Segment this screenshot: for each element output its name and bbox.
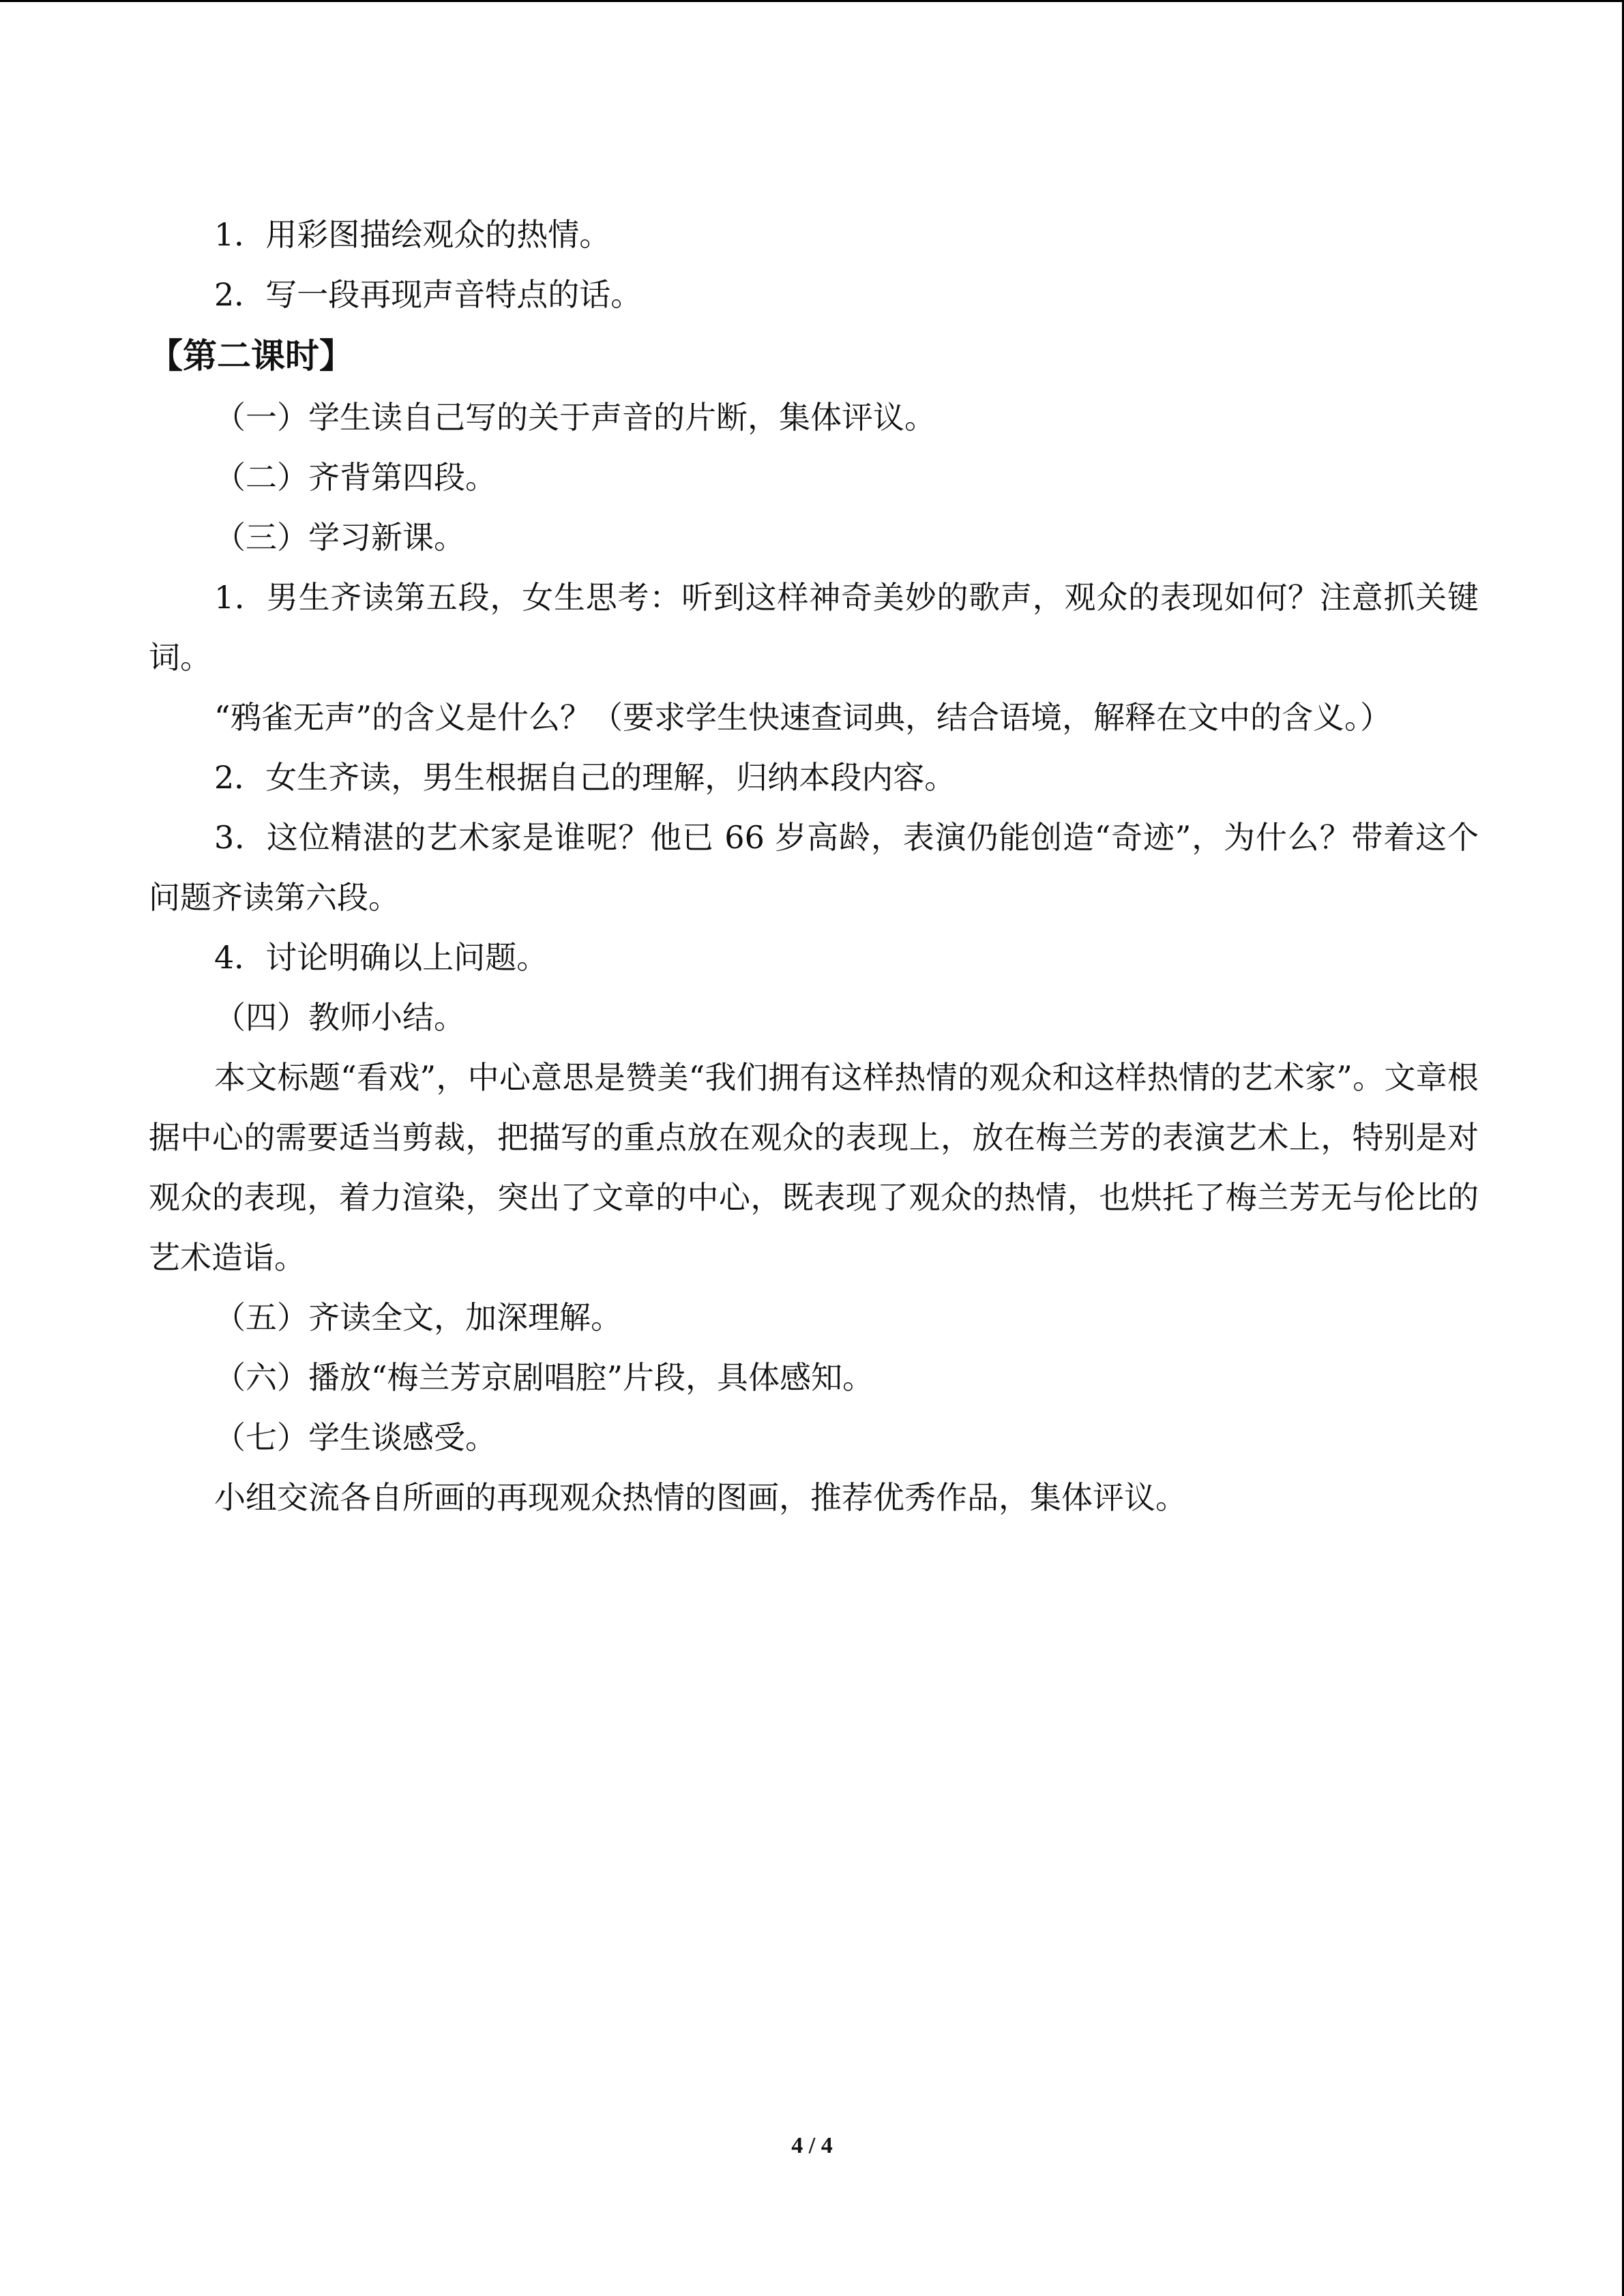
step-3-note: “鸦雀无声”的含义是什么？（要求学生快速查词典，结合语境，解释在文中的含义。） (214, 699, 1392, 736)
task-item-2: 2．写一段再现声音特点的话。 (214, 276, 643, 313)
task-item-1: 1．用彩图描绘观众的热情。 (214, 216, 611, 253)
step-3-item-3: 3．这位精湛的艺术家是谁呢？他已 66 岁高龄，表演仍能创造“奇迹”，为什么？带着这个问题齐读第六段。 (149, 819, 1479, 916)
section-heading: 【第二课时】 (149, 336, 353, 376)
summary-paragraph: 本文标题“看戏”，中心意思是赞美“我们拥有这样热情的观众和这样热情的艺术家”。文章根据中心的需要适当剪裁，把描写的重点放在观众的表现上，放在梅兰芳的表演艺术上，特别是对观众的表现，着力渲染，突出了文章的中心，既表现了观众的热情，也烘托了梅兰芳无与伦比的艺术造诣。 (149, 1059, 1479, 1276)
step-5: （五）齐读全文，加深理解。 (214, 1299, 622, 1336)
step-6: （六）播放“梅兰芳京剧唱腔”片段，具体感知。 (214, 1359, 874, 1396)
step-1: （一）学生读自己写的关于声音的片断，集体评议。 (214, 399, 936, 436)
step-3-item-4: 4．讨论明确以上问题。 (214, 939, 548, 976)
step-3: （三）学习新课。 (214, 519, 465, 556)
page-number: 4 / 4 (791, 2133, 833, 2158)
step-3-item-1: 1．男生齐读第五段，女生思考：听到这样神奇美妙的歌声，观众的表现如何？注意抓关键词。 (149, 579, 1479, 676)
step-4: （四）教师小结。 (214, 999, 465, 1036)
step-2: （二）齐背第四段。 (214, 459, 497, 496)
step-7: （七）学生谈感受。 (214, 1419, 497, 1456)
top-border-line (0, 0, 1624, 2)
document-body (149, 205, 1479, 1527)
step-7-detail: 小组交流各自所画的再现观众热情的图画，推荐优秀作品，集体评议。 (214, 1479, 1187, 1516)
step-3-item-2: 2．女生齐读，男生根据自己的理解，归纳本段内容。 (214, 759, 956, 796)
